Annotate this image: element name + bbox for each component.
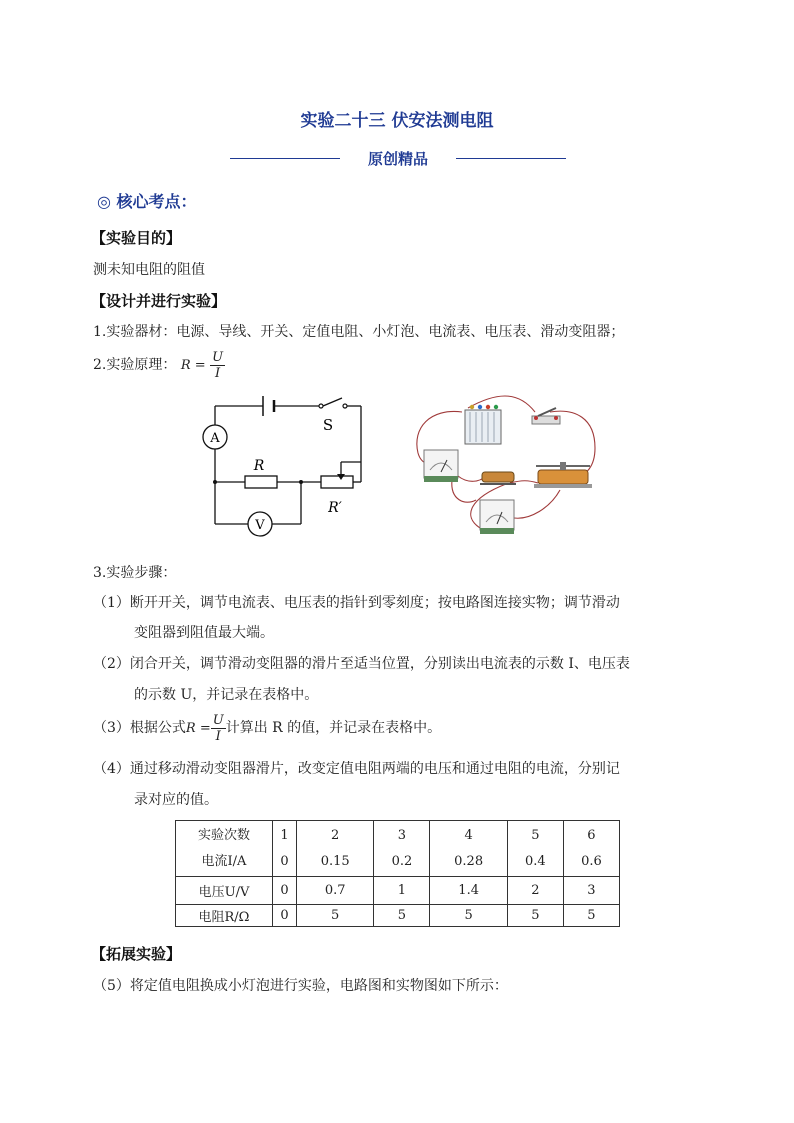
table-cell: 2 0.15 bbox=[296, 821, 373, 877]
voltage-label: 电压U/V bbox=[176, 877, 273, 905]
purpose-text: 测未知电阻的阻值 bbox=[93, 262, 205, 278]
rheostat-device-icon bbox=[534, 462, 592, 488]
table-row bbox=[176, 905, 620, 927]
purpose-heading: 【实验目的】 bbox=[91, 229, 182, 247]
step-2-line-1: （2）闭合开关，调节滑动变阻器的滑片至适当位置，分别读出电流表的示数 I、电压表 bbox=[93, 656, 630, 672]
table-cell: 5 bbox=[430, 905, 507, 927]
formula-fraction bbox=[210, 350, 225, 381]
table-cell: 5 bbox=[507, 905, 563, 927]
formula-lhs: R = bbox=[180, 358, 206, 373]
ammeter-label: A bbox=[210, 431, 220, 446]
ammeter-device-icon bbox=[424, 450, 458, 482]
trial-label: 实验次数 bbox=[197, 827, 250, 843]
step-3-formula-numerator: U bbox=[212, 712, 224, 728]
step-5: （5）将定值电阻换成小灯泡进行实验，电路图和实物图如下所示： bbox=[93, 978, 508, 994]
resistor-label: R bbox=[253, 458, 265, 474]
table-cell: 5 bbox=[374, 905, 430, 927]
core-points-heading: ◎ 核心考点： bbox=[97, 192, 197, 211]
data-table bbox=[175, 820, 620, 927]
table-cell: 1 0 bbox=[273, 821, 297, 877]
voltmeter-label: V bbox=[255, 518, 265, 533]
subtitle-rule-right bbox=[456, 158, 566, 159]
circuit-diagram bbox=[195, 388, 375, 538]
steps-heading: 3.实验步骤： bbox=[93, 565, 177, 581]
page-title: 实验二十三 伏安法测电阻 bbox=[300, 111, 494, 131]
voltmeter-device-icon bbox=[480, 500, 514, 534]
subtitle: 原创精品 bbox=[367, 150, 428, 168]
table-row bbox=[176, 821, 620, 877]
step-1-line-2: 变阻器到阻值最大端。 bbox=[134, 625, 274, 641]
table-cell: 0 bbox=[273, 877, 297, 905]
formula-numerator: U bbox=[212, 349, 224, 365]
table-cell: 2 bbox=[507, 877, 563, 905]
formula-denominator: I bbox=[215, 365, 221, 381]
step-3 bbox=[93, 708, 441, 749]
step-1-line-1: （1）断开开关，调节电流表、电压表的指针到零刻度；按电路图连接实物；调节滑动 bbox=[93, 595, 620, 611]
principle-label: 2.实验原理： bbox=[93, 357, 177, 373]
switch-label: S bbox=[322, 416, 334, 434]
battery-pack-icon bbox=[465, 405, 501, 444]
step-3-suffix: 计算出 R 的值，并记录在表格中。 bbox=[225, 720, 442, 736]
resistance-label: 电阻R/Ω bbox=[176, 905, 273, 927]
table-cell: 1.4 bbox=[430, 877, 507, 905]
step-3-formula-denominator: I bbox=[215, 728, 221, 744]
table-cell: 5 bbox=[563, 905, 619, 927]
table-cell: 1 bbox=[374, 877, 430, 905]
equipment-item: 1.实验器材：电源、导线、开关、定值电阻、小灯泡、电流表、电压表、滑动变阻器； bbox=[93, 324, 625, 340]
table-cell: 0 bbox=[273, 905, 297, 927]
step-2-line-2: 的示数 U，并记录在表格中。 bbox=[134, 687, 319, 703]
step-4-line-2: 录对应的值。 bbox=[134, 792, 218, 808]
switch-icon bbox=[532, 408, 560, 424]
step-3-formula-lhs: R = bbox=[185, 721, 211, 736]
table-cell: 0.7 bbox=[296, 877, 373, 905]
step-4-line-1: （4）通过移动滑动变阻器滑片，改变定值电阻两端的电压和通过电阻的电流，分别记 bbox=[93, 761, 620, 777]
current-label: 电流I/A bbox=[201, 853, 247, 869]
table-cell: 6 0.6 bbox=[563, 821, 619, 877]
extend-heading: 【拓展实验】 bbox=[91, 945, 182, 963]
table-cell: 3 bbox=[563, 877, 619, 905]
step-3-prefix: （3）根据公式 bbox=[93, 720, 186, 736]
principle-item bbox=[93, 345, 225, 386]
table-cell: 4 0.28 bbox=[430, 821, 507, 877]
table-cell: 3 0.2 bbox=[374, 821, 430, 877]
table-cell: 5 bbox=[296, 905, 373, 927]
design-heading: 【设计并进行实验】 bbox=[91, 292, 227, 310]
step-3-formula-fraction bbox=[211, 713, 226, 744]
table-row bbox=[176, 877, 620, 905]
rheostat-label: R′ bbox=[328, 500, 342, 516]
table-header-cell bbox=[176, 821, 273, 877]
subtitle-block bbox=[230, 146, 566, 170]
table-cell: 5 0.4 bbox=[507, 821, 563, 877]
resistor-device-icon bbox=[480, 472, 516, 484]
apparatus-illustration bbox=[410, 388, 610, 553]
